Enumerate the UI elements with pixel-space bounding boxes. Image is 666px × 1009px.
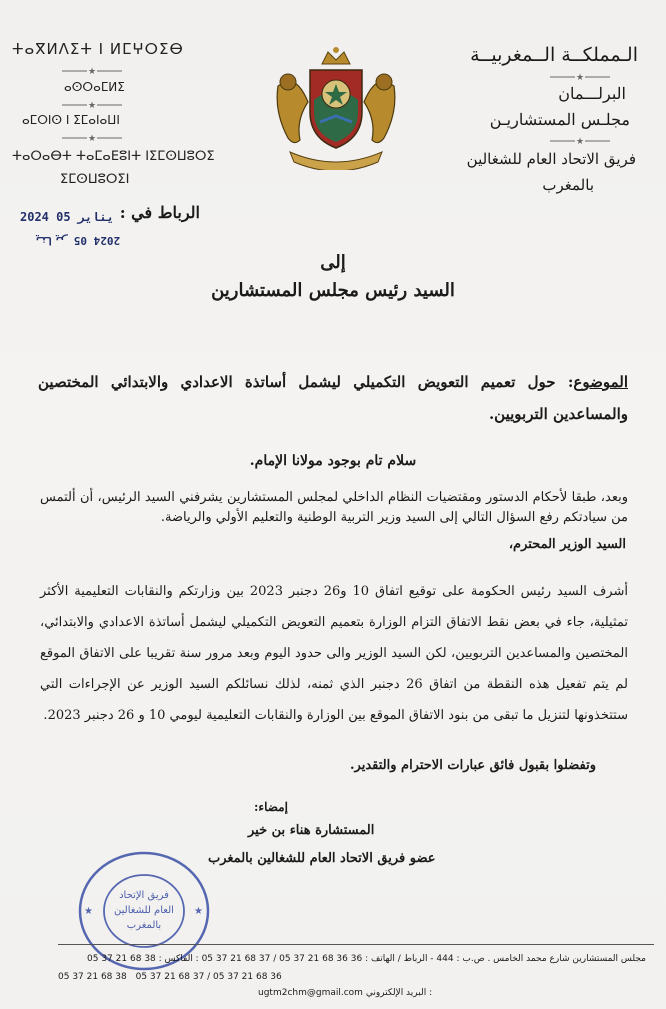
signature-name: المستشارة هناء بن خير (248, 823, 375, 838)
footer-phone: 05 37 21 68 37 / 05 37 21 68 36 (135, 972, 282, 982)
footer-email-line (258, 988, 432, 998)
subject-text: : حول تعميم التعويض التكميلي ليشمل أساتذة الاعدادي والابتدائي المختصين والمساعدين التربويين. (38, 373, 628, 423)
letterhead-arabic-kingdom: الـمملكــة الــمغربيــة (470, 44, 638, 66)
letterhead-tifinagh-group: ⵜⴰⵔⴰⴱⵜ ⵜⴰⵎⴰⴹⵓⵏⵜ ⵏⵉⵎⵙⵡⵓⵔⵉ (12, 149, 215, 164)
footer-email-label: البريد الإلكتروني : (365, 988, 433, 998)
body-paragraph-1: وبعد، طبقا لأحكام الدستور ومقتضيات النظام الداخلي لمجلس المستشارين يشرفني السيد الرئيس، أن ألتمس من سيادتكم رفع السؤال التالي إلى السيد وزير التربية الوطنية والتعليم الأولي والرياضة. (40, 490, 628, 525)
date-stamp: 2024 يناير 05 (20, 210, 114, 224)
signature-label: إمضاء: (254, 800, 288, 814)
letterhead-tifinagh-kingdom: ⵜⴰⴳⵍⴷⵉⵜ ⵏ ⵍⵎⵖⵔⵉⴱ (12, 40, 184, 58)
letterhead-arabic-group-2: بالمغرب (542, 176, 594, 194)
letterhead-arabic-house: مجلـس المستشاريـن (489, 110, 630, 129)
seal-center-line-2: العام للشغالين (114, 905, 174, 916)
svg-text:المملكة المغربية - البرلمان - (76, 848, 83, 851)
svg-text:★: ★ (194, 906, 203, 917)
dateline-label: الرباط في : (119, 203, 200, 222)
date-stamp-mirrored: 2024 يناير 05 (34, 234, 121, 247)
footer-address: مجلس المستشارين شارع محمد الخامس . ص.ب : 444 - الرباط / الهاتف : 36 36 68 21 37 05 / 37 68 21 37 05 : الفاكس : 38 68 21 37 05 (87, 954, 646, 964)
letterhead-tifinagh-group-2: ⵉⵎⵙⵡⵓⵔⵉⵏ (60, 172, 130, 187)
svg-text:★: ★ (87, 67, 97, 76)
letterhead-arabic-parliament: البرلـــمان (558, 84, 626, 103)
body-paragraph-2: أشرف السيد رئيس الحكومة على توقيع اتفاق 10 و26 دجنبر 2023 بين وزارتكم والنقابات التعليمية الأكثر تمثيلية، جاء في بعض نقط الاتفاق التزام الوزارة بتعميم التعويض التكميلي ليشمل أساتذة الاعدادي والابتدائي، المختصين والمساعدين التربويين، لكن السيد الوزير والى حدود اليوم وبعد مرور سنة تقريبا على الاتفاق الموقع لم يتم تفعيل هذه النقطة من اتفاق 26 دجنبر الذي ثمنه، لذلك نسائلكم السيد الوزير عن الإجراءات التي ستتخذونها لتنزيل ما تبقى من بنود الاتفاق الموقع بين الوزارة والنقابات التعليمية ليومي 10 و 26 دجنبر 2023. (40, 584, 628, 723)
footer-phones (58, 972, 288, 982)
subject-line (38, 366, 628, 430)
seal-center-line-1: فريق الإتحاد (119, 890, 169, 901)
coat-of-arms-icon (270, 42, 402, 170)
divider-star-icon (62, 133, 122, 143)
svg-text:★: ★ (575, 73, 585, 82)
footer-fax: 05 37 21 68 38 (58, 972, 127, 982)
divider-star-icon (550, 136, 610, 146)
greeting: سلام تام بوجود مولانا الإمام. (249, 453, 417, 469)
divider-star-icon (62, 100, 122, 110)
divider-star-icon (550, 72, 610, 82)
signature-role: عضو فريق الاتحاد العام للشغالين بالمغرب (208, 851, 436, 866)
addressee-to: إلى (320, 252, 346, 273)
svg-text:★: ★ (87, 134, 97, 143)
svg-text:★: ★ (87, 101, 97, 110)
letterhead-arabic-group: فريق الاتحاد العام للشغالين (466, 150, 636, 168)
divider-star-icon (62, 66, 122, 76)
minister-salutation: السيد الوزير المحترم، (508, 537, 626, 552)
letterhead-tifinagh-parliament: ⴰⵙⵔⴰⵎⵍⵉ (64, 80, 125, 94)
svg-text:★: ★ (575, 137, 585, 146)
closing-line: وتفضلوا بقبول فائق عبارات الاحترام والتقدير. (350, 758, 596, 773)
footer-divider (58, 944, 654, 945)
subject-label: الموضوع (573, 373, 628, 391)
footer-email: ugtm2chm@gmail.com (258, 988, 363, 998)
addressee-name: السيد رئيس مجلس المستشارين (211, 280, 455, 301)
seal-ring-text (76, 848, 83, 851)
letterhead-tifinagh-house: ⴰⵎⵔⵏⵙ ⵏ ⵉⵎⴰⵏⴰⵡⵏ (22, 113, 120, 127)
seal-center-line-3: بالمغرب (126, 920, 162, 931)
svg-text:★: ★ (84, 906, 93, 917)
